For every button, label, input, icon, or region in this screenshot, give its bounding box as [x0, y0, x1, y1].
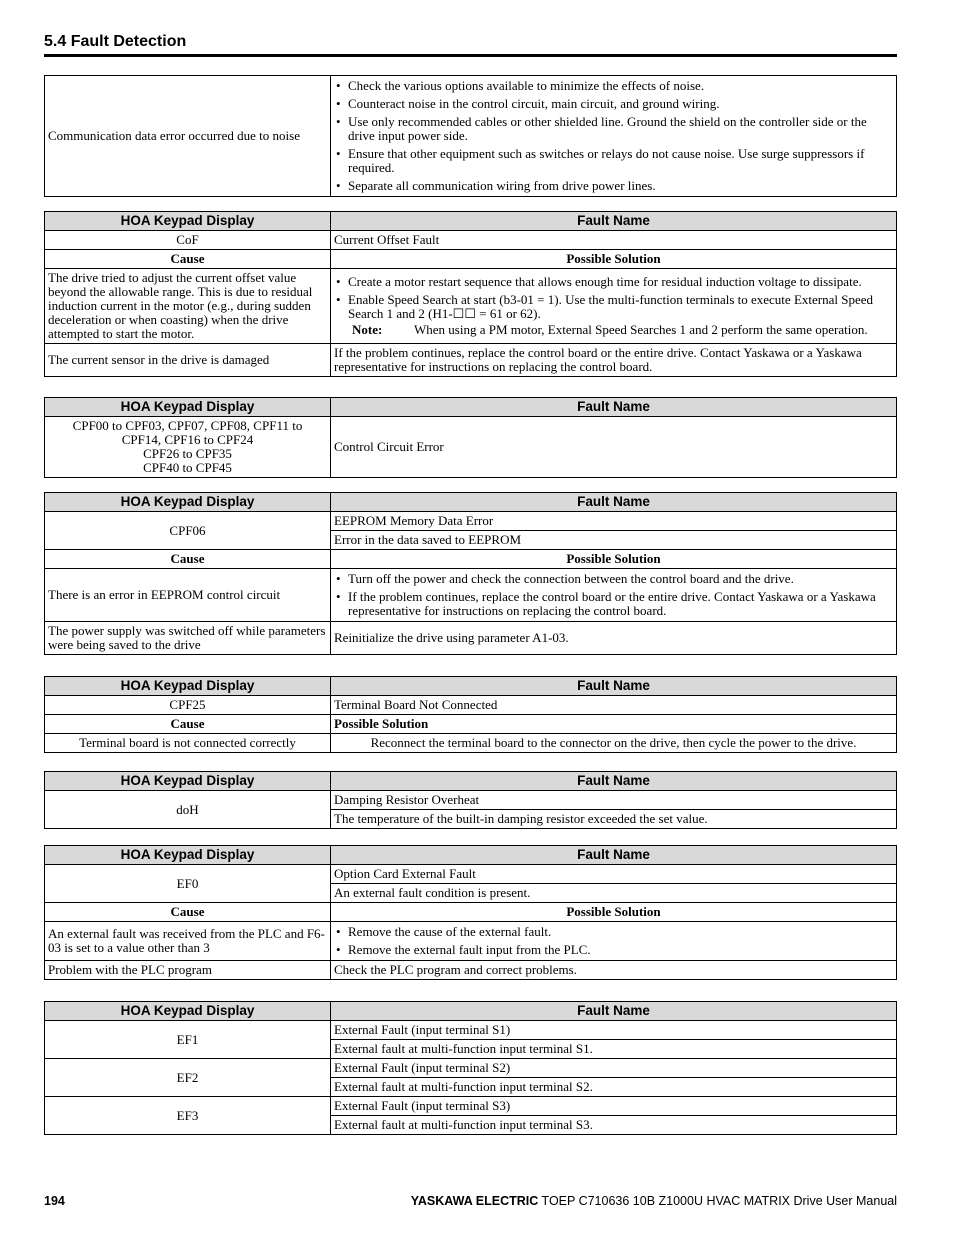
table-row [45, 417, 897, 478]
fault-name-header: Fault Name [331, 772, 897, 791]
list-item: • Separate all communication wiring from drive power lines. [334, 179, 893, 193]
fault-code: doH [45, 791, 331, 829]
cause-cell: Problem with the PLC program [45, 961, 331, 980]
cpf25-table [44, 676, 897, 753]
ef0-table [44, 845, 897, 980]
table-row [45, 344, 897, 377]
table-header-row [45, 493, 897, 512]
fault-description: External fault at multi-function input terminal S3. [331, 1116, 897, 1135]
table-header-row [45, 212, 897, 231]
fault-name: Damping Resistor Overheat [331, 791, 897, 810]
fault-code-line: CPF00 to CPF03, CPF07, CPF08, CPF11 to CPF14, CPF16 to CPF24 [72, 418, 303, 447]
cpf-table [44, 397, 897, 478]
table-header-row [45, 846, 897, 865]
table-row [45, 512, 897, 531]
cause-header: Cause [45, 250, 331, 269]
doh-table [44, 771, 897, 829]
fault-name-header: Fault Name [331, 677, 897, 696]
cause-header: Cause [45, 550, 331, 569]
cpf06-table [44, 492, 897, 655]
solution-header: Possible Solution [331, 715, 897, 734]
cause-cell: An external fault was received from the PLC and F6-03 is set to a value other than 3 [45, 922, 331, 961]
cause-header: Cause [45, 715, 331, 734]
solution-cell: Reconnect the terminal board to the connector on the drive, then cycle the power to the drive. [331, 734, 897, 753]
cause-header: Cause [45, 903, 331, 922]
hoa-header: HOA Keypad Display [45, 212, 331, 231]
table-row [45, 231, 897, 250]
table-row [45, 76, 897, 197]
manual-title [411, 1194, 897, 1208]
solution-cell [331, 76, 897, 197]
table-row [45, 922, 897, 961]
cause-cell: The drive tried to adjust the current offset value beyond the allowable range. This is due to residual induction current in the motor (e.g., during sudden deceleration or when coasting) when the drive attempted to start the motor. [45, 269, 331, 344]
solution-header: Possible Solution [331, 250, 897, 269]
table-row [45, 734, 897, 753]
table-row [45, 569, 897, 622]
hoa-header: HOA Keypad Display [45, 1002, 331, 1021]
fault-name: Option Card External Fault [331, 865, 897, 884]
solution-cell [331, 569, 897, 622]
table-subheader-row [45, 550, 897, 569]
solution-cell: If the problem continues, replace the control board or the entire drive. Contact Yaskawa or a Yaskawa representative for instructions on replacing the control board. [331, 344, 897, 377]
fault-code: CPF25 [45, 696, 331, 715]
fault-code: EF3 [45, 1097, 331, 1135]
table-row [45, 865, 897, 884]
table-row [45, 791, 897, 810]
list-item: • Use only recommended cables or other shielded line. Ground the shield on the controller side or the drive input power side. [334, 115, 893, 143]
table-header-row [45, 1002, 897, 1021]
table-header-row [45, 398, 897, 417]
solution-header: Possible Solution [331, 903, 897, 922]
table-subheader-row [45, 250, 897, 269]
title-rule [44, 54, 897, 57]
fault-description: An external fault condition is present. [331, 884, 897, 903]
list-item: • Enable Speed Search at start (b3-01 = 1). Use the multi-function terminals to execute External Speed Search 1 and 2 (H1-☐☐ = 61 or 62). [334, 293, 893, 321]
fault-code-line: CPF26 to CPF35 [143, 446, 232, 461]
list-item: • Remove the cause of the external fault. [334, 925, 893, 939]
table-row [45, 1059, 897, 1078]
list-item: • Check the various options available to minimize the effects of noise. [334, 79, 893, 93]
note [352, 323, 893, 337]
hoa-header: HOA Keypad Display [45, 398, 331, 417]
hoa-header: HOA Keypad Display [45, 677, 331, 696]
fault-description: Error in the data saved to EEPROM [331, 531, 897, 550]
fault-code: EF0 [45, 865, 331, 903]
fault-code [45, 417, 331, 478]
solution-cell [331, 922, 897, 961]
solution-header: Possible Solution [331, 550, 897, 569]
cause-cell: Communication data error occurred due to noise [45, 76, 331, 197]
fault-name: External Fault (input terminal S3) [331, 1097, 897, 1116]
table-row [45, 961, 897, 980]
hoa-header: HOA Keypad Display [45, 772, 331, 791]
fault-name-header: Fault Name [331, 1002, 897, 1021]
solution-cell: Check the PLC program and correct problems. [331, 961, 897, 980]
manual-name: TOEP C710636 10B Z1000U HVAC MATRIX Drive User Manual [538, 1194, 897, 1208]
fault-code: CoF [45, 231, 331, 250]
list-item: • If the problem continues, replace the control board or the entire drive. Contact Yaskawa or a Yaskawa representative for instructions on replacing the control board. [334, 590, 893, 618]
fault-name-header: Fault Name [331, 398, 897, 417]
fault-name-header: Fault Name [331, 846, 897, 865]
list-item: • Remove the external fault input from the PLC. [334, 943, 893, 957]
table-row [45, 269, 897, 344]
table-header-row [45, 772, 897, 791]
table-row [45, 696, 897, 715]
cause-cell: The power supply was switched off while parameters were being saved to the drive [45, 622, 331, 655]
hoa-header: HOA Keypad Display [45, 493, 331, 512]
list-item: • Turn off the power and check the connection between the control board and the drive. [334, 572, 893, 586]
cof-table [44, 211, 897, 377]
fault-description: The temperature of the built-in damping resistor exceeded the set value. [331, 810, 897, 829]
noise-table [44, 75, 897, 197]
cause-cell: Terminal board is not connected correctly [45, 734, 331, 753]
fault-name: Terminal Board Not Connected [331, 696, 897, 715]
fault-description: External fault at multi-function input terminal S1. [331, 1040, 897, 1059]
list-item: • Counteract noise in the control circuit, main circuit, and ground wiring. [334, 97, 893, 111]
table-subheader-row [45, 903, 897, 922]
brand-name: YASKAWA ELECTRIC [410, 1194, 539, 1208]
fault-code-line: CPF40 to CPF45 [143, 460, 232, 475]
table-subheader-row [45, 715, 897, 734]
cause-cell: There is an error in EEPROM control circuit [45, 569, 331, 622]
fault-name: EEPROM Memory Data Error [331, 512, 897, 531]
table-row [45, 1021, 897, 1040]
fault-name: External Fault (input terminal S2) [331, 1059, 897, 1078]
fault-code: EF2 [45, 1059, 331, 1097]
fault-description: External fault at multi-function input terminal S2. [331, 1078, 897, 1097]
cause-cell: The current sensor in the drive is damaged [45, 344, 331, 377]
note-label: Note: [352, 322, 383, 337]
solution-cell [331, 269, 897, 344]
fault-name: External Fault (input terminal S1) [331, 1021, 897, 1040]
table-header-row [45, 677, 897, 696]
note-text: When using a PM motor, External Speed Searches 1 and 2 perform the same operation. [414, 322, 868, 337]
section-title: 5.4 Fault Detection [44, 33, 187, 50]
list-item: • Create a motor restart sequence that allows enough time for residual induction voltage to dissipate. [334, 275, 893, 289]
fault-code: EF1 [45, 1021, 331, 1059]
table-row [45, 1097, 897, 1116]
fault-name: Current Offset Fault [331, 231, 897, 250]
fault-name-header: Fault Name [331, 212, 897, 231]
ef-table [44, 1001, 897, 1135]
fault-name: Control Circuit Error [331, 417, 897, 478]
page-number: 194 [44, 1194, 65, 1208]
list-item: • Ensure that other equipment such as switches or relays do not cause noise. Use surge suppressors if required. [334, 147, 893, 175]
table-row [45, 622, 897, 655]
hoa-header: HOA Keypad Display [45, 846, 331, 865]
fault-code: CPF06 [45, 512, 331, 550]
solution-cell: Reinitialize the drive using parameter A1-03. [331, 622, 897, 655]
fault-name-header: Fault Name [331, 493, 897, 512]
